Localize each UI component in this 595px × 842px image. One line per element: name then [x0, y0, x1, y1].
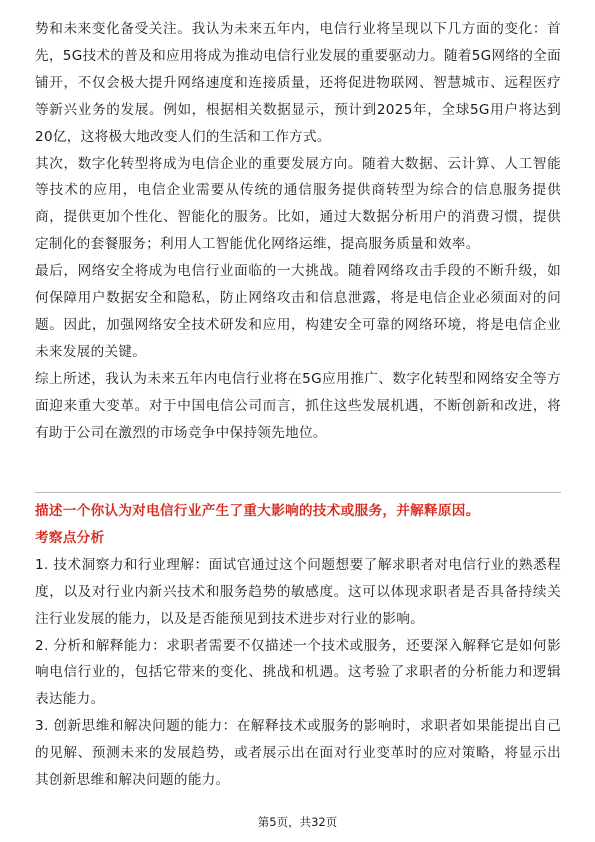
- body-paragraph-1: 势和未来变化备受关注。我认为未来五年内，电信行业将呈现以下几方面的变化：首先，5G技术的普及和应用将成为推动电信行业发展的重要驱动力。随着5G网络的全面铺开，不仅会极大提升网络速度和连接质量，还将促进物联网、智慧城市、远程医疗等新兴业务的发展。例如，根据相关数据显示，预计到2025年，全球5G用户将达到20亿，这将极大地改变人们的生活和工作方式。: [35, 21, 561, 145]
- section-divider-top: [35, 492, 561, 493]
- analysis-point-3: 3. 创新思维和解决问题的能力：在解释技术或服务的影响时，求职者如果能提出自己的见解、预测未来的发展趋势，或者展示出在面对行业变革时的应对策略，将显示出其创新思维和解决问题的能力。: [35, 718, 561, 789]
- question-section: [35, 498, 561, 794]
- analysis-point-2: 2. 分析和解释能力：求职者需要不仅描述一个技术或服务，还要深入解释它是如何影响电信行业的，包括它带来的变化、挑战和机遇。这考验了求职者的分析能力和逻辑表达能力。: [35, 637, 561, 708]
- analysis-point-1: 1. 技术洞察力和行业理解：面试官通过这个问题想要了解求职者对电信行业的熟悉程度，以及对行业内新兴技术和服务趋势的敏感度。这可以体现求职者是否具备持续关注行业发展的能力，以及是否能预见到技术进步对行业的影响。: [35, 556, 561, 627]
- body-paragraph-3: 最后，网络安全将成为电信行业面临的一大挑战。随着网络攻击手段的不断升级，如何保障用户数据安全和隐私，防止网络攻击和信息泄露，将是电信企业必须面对的问题。因此，加强网络安全技术研发和应用，构建安全可靠的网络环境，将是电信企业未来发展的关键。: [35, 263, 561, 360]
- body-paragraph-4: 综上所述，我认为未来五年内电信行业将在5G应用推广、数字化转型和网络安全等方面迎来重大变革。对于中国电信公司而言，抓住这些发展机遇，不断创新和改进，将有助于公司在激烈的市场竞争中保持领先地位。: [35, 370, 561, 441]
- body-paragraph-2: 其次，数字化转型将成为电信企业的重要发展方向。随着大数据、云计算、人工智能等技术的应用，电信企业需要从传统的通信服务提供商转型为综合的信息服务提供商，提供更加个性化、智能化的服务。比如，通过大数据分析用户的消费习惯，提供定制化的套餐服务；利用人工智能优化网络运维，提高服务质量和效率。: [35, 155, 561, 253]
- answer-body: [35, 16, 561, 447]
- analysis-heading: 考察点分析: [35, 529, 105, 546]
- page-footer: 第5页，共32页: [257, 815, 338, 829]
- question-title: 描述一个你认为对电信行业产生了重大影响的技术或服务，并解释原因。: [35, 503, 480, 519]
